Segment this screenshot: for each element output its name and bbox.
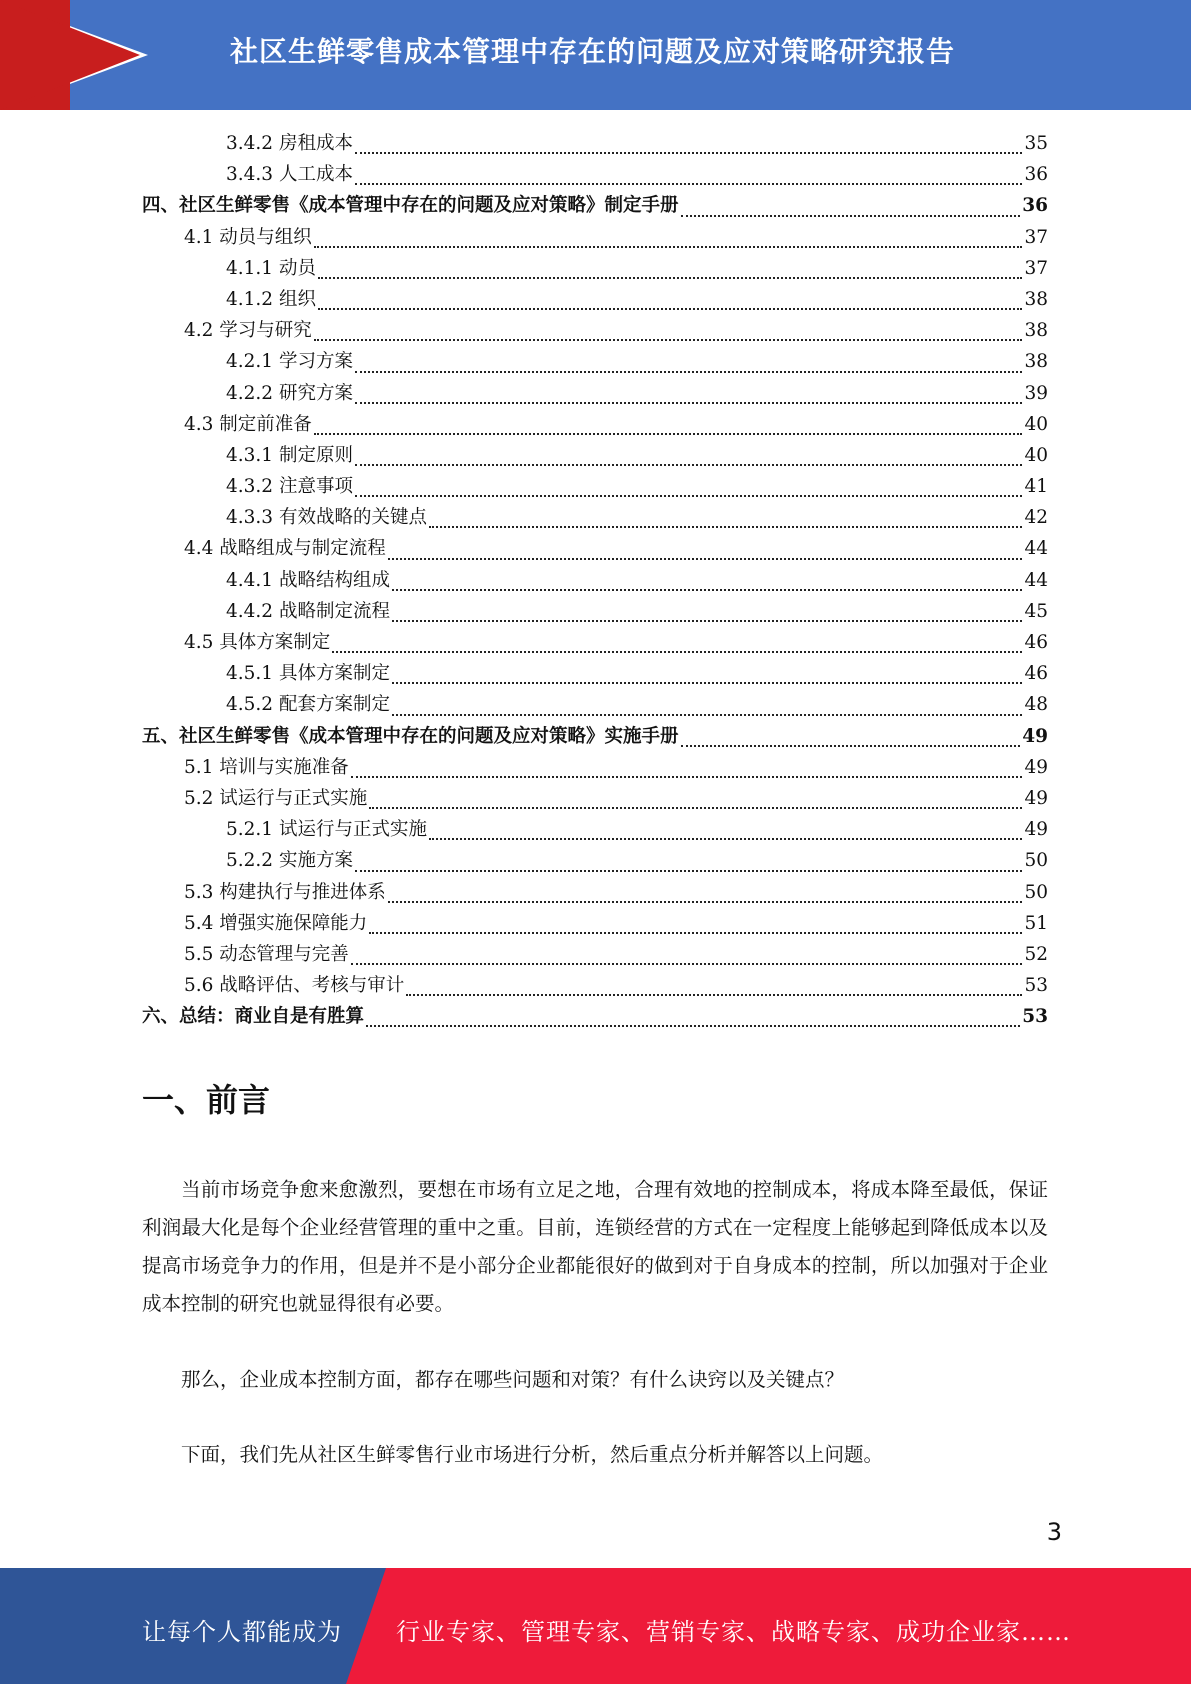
toc-entry-title: 4.2 学习与研究 (184, 320, 312, 342)
toc-entry-page: 41 (1024, 476, 1048, 498)
toc-entry[interactable] (142, 690, 1048, 721)
toc-entry[interactable] (142, 223, 1048, 254)
toc-entry-page: 49 (1024, 819, 1048, 841)
toc-dot-leader (406, 994, 1022, 996)
toc-entry[interactable] (142, 878, 1048, 909)
toc-entry-title: 4.3.3 有效战略的关键点 (226, 507, 427, 529)
toc-dot-leader (392, 714, 1022, 716)
toc-entry-page: 36 (1024, 164, 1048, 186)
toc-entry-title: 4.3 制定前准备 (184, 413, 312, 435)
toc-entry-page: 49 (1024, 756, 1048, 778)
toc-entry-page: 53 (1024, 975, 1048, 997)
toc-entry-page: 44 (1024, 538, 1048, 560)
toc-entry-title: 五、社区生鲜零售《成本管理中存在的问题及应对策略》实施手册 (142, 725, 679, 747)
toc-entry-title: 5.4 增强实施保障能力 (184, 912, 368, 934)
toc-entry-title: 5.2.2 实施方案 (226, 850, 353, 872)
toc-entry-title: 4.1.1 动员 (226, 257, 316, 279)
toc-dot-leader (366, 1025, 1020, 1027)
toc-entry-title: 4.4.2 战略制定流程 (226, 600, 390, 622)
toc-dot-leader (355, 870, 1023, 872)
toc-dot-leader (314, 433, 1023, 435)
toc-entry-page: 40 (1024, 413, 1048, 435)
footer-slogan-left: 让每个人都能成为 (142, 1618, 342, 1646)
toc-entry[interactable] (142, 846, 1048, 877)
toc-dot-leader (318, 308, 1023, 310)
toc-entry[interactable] (142, 285, 1048, 316)
toc-entry[interactable] (142, 534, 1048, 565)
paragraph-intro: 当前市场竞争愈来愈激烈，要想在市场有立足之地，合理有效地的控制成本，将成本降至最低，保证利润最大化是每个企业经营管理的重中之重。目前，连锁经营的方式在一定程度上能够起到降低成本以及提高市场竞争力的作用，但是并不是小部分企业都能很好的做到对于自身成本的控制，所以加强对于企业成本控制的研究也就显得很有必要。 (142, 1178, 1048, 1315)
toc-entry[interactable] (142, 160, 1048, 191)
toc-entry[interactable] (142, 441, 1048, 472)
toc-entry-page: 50 (1024, 881, 1048, 903)
paragraph-questions: 那么，企业成本控制方面，都存在哪些问题和对策？有什么诀窍以及关键点？ (181, 1368, 845, 1391)
toc-entry-page: 37 (1024, 257, 1048, 279)
toc-entry-title: 4.5.1 具体方案制定 (226, 663, 390, 685)
toc-dot-leader (314, 246, 1023, 248)
toc-entry-title: 5.1 培训与实施准备 (184, 756, 349, 778)
toc-dot-leader (351, 963, 1023, 965)
toc-entry[interactable] (142, 191, 1048, 222)
toc-entry[interactable] (142, 722, 1048, 753)
toc-entry[interactable] (142, 909, 1048, 940)
toc-entry[interactable] (142, 129, 1048, 160)
toc-entry-page: 53 (1022, 1006, 1048, 1028)
document-title: 社区生鲜零售成本管理中存在的问题及应对策略研究报告 (230, 35, 956, 68)
toc-entry-page: 38 (1024, 351, 1048, 373)
toc-entry[interactable] (142, 316, 1048, 347)
toc-entry-page: 48 (1024, 694, 1048, 716)
toc-entry[interactable] (142, 472, 1048, 503)
toc-entry-page: 50 (1024, 850, 1048, 872)
toc-entry[interactable] (142, 566, 1048, 597)
toc-dot-leader (388, 901, 1023, 903)
toc-entry-page: 46 (1024, 632, 1048, 653)
toc-entry-page: 40 (1024, 444, 1048, 466)
toc-entry-title: 3.4.3 人工成本 (226, 164, 353, 186)
toc-entry[interactable] (142, 410, 1048, 441)
toc-entry-page: 44 (1024, 569, 1048, 591)
toc-entry-page: 38 (1024, 320, 1048, 342)
toc-entry-title: 4.4.1 战略结构组成 (226, 569, 390, 591)
toc-entry-page: 38 (1024, 288, 1048, 310)
toc-entry-page: 36 (1022, 195, 1048, 217)
toc-dot-leader (318, 277, 1023, 279)
toc-entry-title: 四、社区生鲜零售《成本管理中存在的问题及应对策略》制定手册 (142, 195, 679, 217)
toc-dot-leader (355, 495, 1023, 497)
toc-dot-leader (392, 589, 1022, 591)
toc-entry-title: 5.3 构建执行与推进体系 (184, 881, 386, 903)
toc-dot-leader (369, 807, 1022, 809)
toc-entry-title: 5.2 试运行与正式实施 (184, 787, 368, 809)
toc-entry[interactable] (142, 815, 1048, 846)
toc-entry-page: 39 (1024, 382, 1048, 404)
toc-entry[interactable] (142, 347, 1048, 378)
footer-slant (346, 1568, 386, 1684)
toc-dot-leader (355, 371, 1023, 373)
toc-dot-leader (351, 776, 1023, 778)
footer-slogan-right: 行业专家、管理专家、营销专家、战略专家、成功企业家…… (396, 1618, 1071, 1646)
toc-entry-title: 4.1.2 组织 (226, 288, 316, 310)
section-heading: 一、前言 (142, 1081, 271, 1119)
toc-entry[interactable] (142, 628, 1048, 659)
toc-dot-leader (355, 464, 1023, 466)
toc-entry-title: 5.5 动态管理与完善 (184, 943, 349, 965)
page-header (0, 0, 1191, 110)
toc-entry-page: 45 (1024, 600, 1048, 622)
toc-entry-page: 42 (1024, 507, 1048, 529)
toc-entry-title: 4.3.1 制定原则 (226, 444, 353, 466)
toc-dot-leader (355, 152, 1023, 154)
page-footer (0, 1568, 1191, 1684)
toc-dot-leader (355, 183, 1023, 185)
toc-entry-title: 4.5 具体方案制定 (184, 632, 331, 653)
toc-entry[interactable] (142, 1002, 1048, 1033)
toc-entry-title: 5.6 战略评估、考核与审计 (184, 975, 405, 997)
toc-entry-title: 4.3.2 注意事项 (226, 476, 353, 498)
toc-dot-leader (429, 838, 1022, 840)
toc-entry-page: 49 (1022, 725, 1048, 747)
toc-entry-page: 49 (1024, 787, 1048, 809)
toc-entry-title: 4.2.2 研究方案 (226, 382, 353, 404)
toc-dot-leader (332, 651, 1022, 653)
toc-entry-title: 4.5.2 配套方案制定 (226, 694, 390, 716)
toc-entry[interactable] (142, 971, 1048, 1002)
toc-entry[interactable] (142, 753, 1048, 784)
page-number: 3 (1046, 1518, 1062, 1546)
toc-entry[interactable] (142, 659, 1048, 690)
toc-dot-leader (681, 215, 1021, 217)
toc-entry-title: 3.4.2 房租成本 (226, 133, 353, 154)
toc-entry-page: 46 (1024, 663, 1048, 685)
toc-dot-leader (392, 682, 1022, 684)
toc-entry-page: 37 (1024, 226, 1048, 248)
toc-entry-title: 4.2.1 学习方案 (226, 351, 353, 373)
toc-entry[interactable] (142, 503, 1048, 534)
paragraph-next: 下面，我们先从社区生鲜零售行业市场进行分析，然后重点分析并解答以上问题。 (181, 1443, 884, 1466)
toc-entry-title: 4.4 战略组成与制定流程 (184, 538, 386, 560)
toc-entry[interactable] (142, 597, 1048, 628)
toc-entry[interactable] (142, 940, 1048, 971)
toc-dot-leader (429, 526, 1022, 528)
toc-entry-page: 51 (1024, 912, 1048, 934)
toc-entry-title: 六、总结：商业自是有胜算 (142, 1006, 365, 1028)
toc-entry-page: 35 (1024, 133, 1048, 154)
toc-dot-leader (314, 339, 1023, 341)
table-of-contents (142, 129, 1048, 1033)
toc-entry[interactable] (142, 784, 1048, 815)
toc-entry[interactable] (142, 379, 1048, 410)
toc-dot-leader (388, 558, 1023, 560)
toc-dot-leader (355, 402, 1023, 404)
toc-entry[interactable] (142, 254, 1048, 285)
toc-entry-title: 5.2.1 试运行与正式实施 (226, 819, 427, 841)
toc-dot-leader (369, 932, 1022, 934)
header-arrow-icon (0, 0, 140, 110)
toc-entry-page: 52 (1024, 943, 1048, 965)
toc-entry-title: 4.1 动员与组织 (184, 226, 312, 248)
toc-dot-leader (681, 745, 1021, 747)
toc-dot-leader (392, 620, 1022, 622)
